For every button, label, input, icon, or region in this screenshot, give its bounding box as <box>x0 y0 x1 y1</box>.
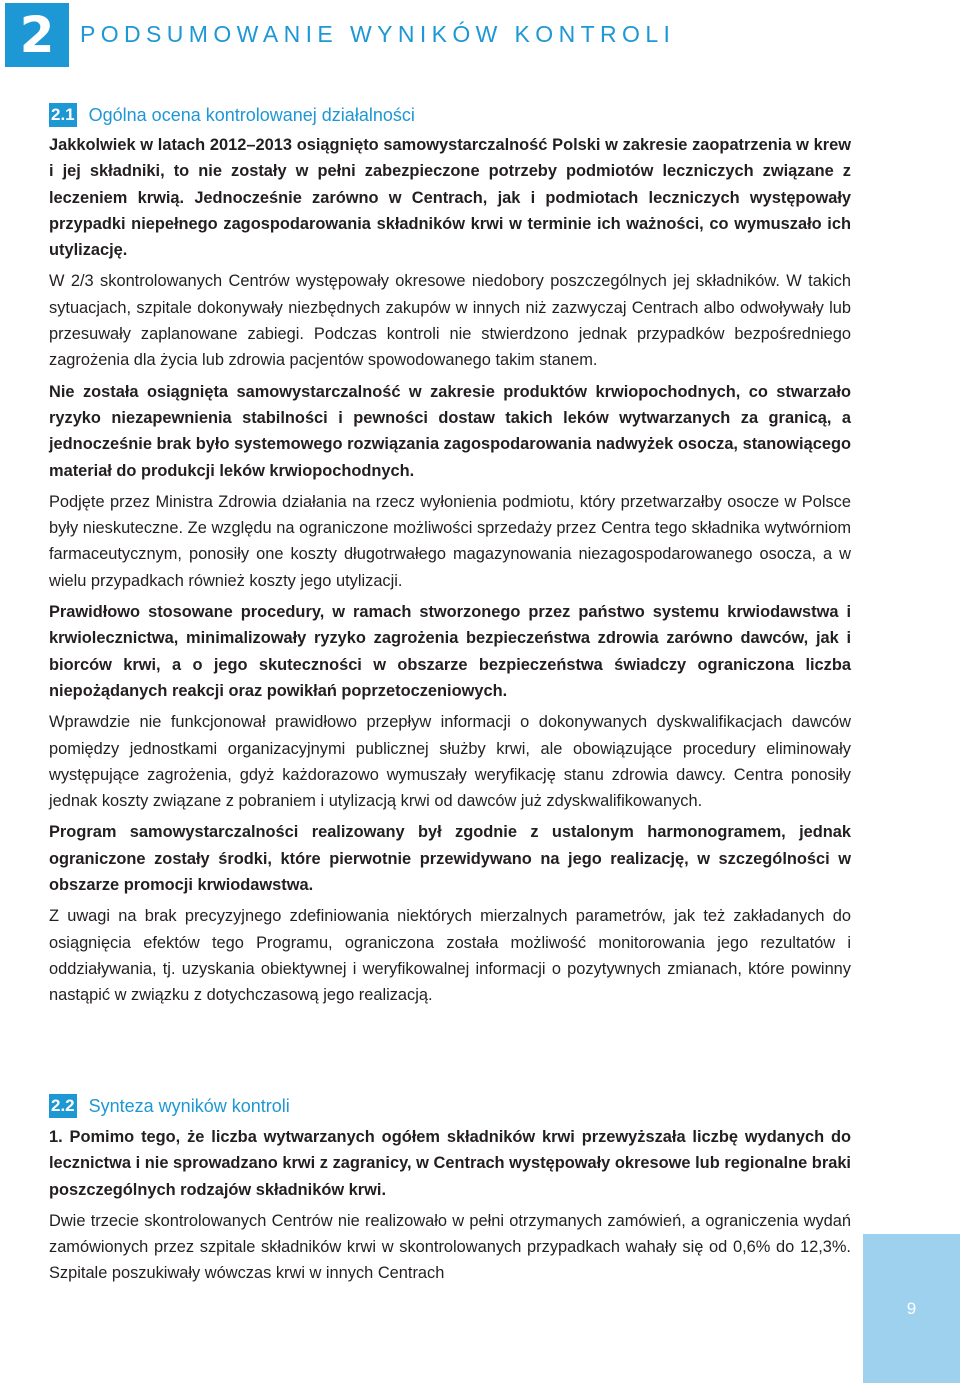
paragraph: Wprawdzie nie funkcjonował prawidłowo przepływ informacji o dokonywanych dyskwalifikacjach dawców pomiędzy jednostkami organizacyjnymi publicznej służby krwi, ale obowiązujące procedury eliminowały występujące zagrożenia, gdyż każdorazowo wymuszały weryfikację stanu zdrowia dawcy. Centra ponosiły jednak koszty związane z pobraniem i utylizacją krwi od dawców już zdyskwalifikowanych. <box>49 713 851 811</box>
section-heading-2-2 <box>49 1094 290 1118</box>
paragraph: Podjęte przez Ministra Zdrowia działania na rzecz wyłonienia podmiotu, który przetwarzałby osocze w Polsce były nieskuteczne. Ze względu na ograniczone możliwości sprzedaży przez Centra tego składnika wytwórniom farmaceutycznym, ponosiły one koszty długotrwałego magazynowania niezagospodarowanego osocza, a w wielu przypadkach również koszty jego utylizacji. <box>49 492 851 590</box>
page-number: 9 <box>863 1234 960 1383</box>
paragraph: Jakkolwiek w latach 2012–2013 osiągnięto samowystarczalność Polski w zakresie zaopatrzenia w krew i jej składniki, to nie zostały w pełni zabezpieczone potrzeby podmiotów leczniczych związane z leczeniem krwią. Jednocześnie zarówno w Centrach, jak i podmiotach leczniczych występowały przypadki niepełnego zagospodarowania składników krwi w terminie ich ważności, co wymuszało ich utylizację. <box>49 136 851 260</box>
chapter-title: PODSUMOWANIE WYNIKÓW KONTROLI <box>80 21 676 47</box>
paragraph: W 2/3 skontrolowanych Centrów występowały okresowe niedobory poszczególnych jej składników. W takich sytuacjach, szpitale dokonywały niezbędnych zakupów w innych niż zazwyczaj Centrach albo odwoływały lub przesuwały zaplanowane zabiegi. Podczas kontroli nie stwierdzono jednak przypadków bezpośredniego zagrożenia dla życia lub zdrowia pacjentów spowodowanego takim stanem. <box>49 272 851 370</box>
section-number: 2.1 <box>49 103 77 127</box>
section-number: 2.2 <box>49 1094 77 1118</box>
paragraph: Prawidłowo stosowane procedury, w ramach stworzonego przez państwo systemu krwiodawstwa i krwiolecznictwa, minimalizowały ryzyko zagrożenia bezpieczeństwa zdrowia zarówno dawców, jak i biorców krwi, a o jego skuteczności w obszarze bezpieczeństwa świadczy ograniczona liczba niepożądanych reakcji oraz powikłań poprzetoczeniowych. <box>49 603 851 700</box>
section-2-2-body <box>49 1124 851 1287</box>
section-title: Synteza wyników kontroli <box>88 1095 290 1116</box>
paragraph: Nie została osiągnięta samowystarczalność w zakresie produktów krwiopochodnych, co stwarzało ryzyko niezapewnienia stabilności i pewności dostaw takich leków wytwarzanych za granicą, a jednocześnie brak było systemowego rozwiązania zagospodarowania nadwyżek osocza, stanowiącego materiał do produkcji leków krwiopochodnych. <box>49 382 851 480</box>
paragraph: 1. Pomimo tego, że liczba wytwarzanych ogółem składników krwi przewyższała liczbę wydanych do lecznictwa i nie sprowadzano krwi z zagranicy, w Centrach występowały okresowe lub regionalne braki poszczególnych rodzajów składników krwi. <box>49 1128 851 1199</box>
section-title: Ogólna ocena kontrolowanej działalności <box>88 104 415 125</box>
paragraph: Dwie trzecie skontrolowanych Centrów nie realizowało w pełni otrzymanych zamówień, a ograniczenia wydań zamówionych przez szpitale składników krwi w skontrolowanych przypadkach wahały się od 0,6% do 12,3%. Szpitale poszukiwały wówczas krwi w innych Centrach <box>49 1211 851 1283</box>
chapter-number: 2 <box>5 3 69 67</box>
paragraph: Program samowystarczalności realizowany był zgodnie z ustalonym harmonogramem, jednak ograniczone zostały środki, które pierwotnie przewidywano na jego realizację, w szczególności w obszarze promocji krwiodawstwa. <box>49 823 851 895</box>
section-2-1-body <box>49 132 851 1009</box>
section-heading-2-1 <box>49 103 415 127</box>
paragraph: Z uwagi na brak precyzyjnego zdefiniowania niektórych mierzalnych parametrów, jak też zakładanych do osiągnięcia efektów tego Programu, ograniczona została możliwość monitorowania jego rezultatów i oddziaływania, tj. uzyskania obiektywnej i weryfikowalnej informacji o pozytywnych zmianach, które powinny nastąpić w związku z dotychczasową jego realizacją. <box>49 907 851 1005</box>
